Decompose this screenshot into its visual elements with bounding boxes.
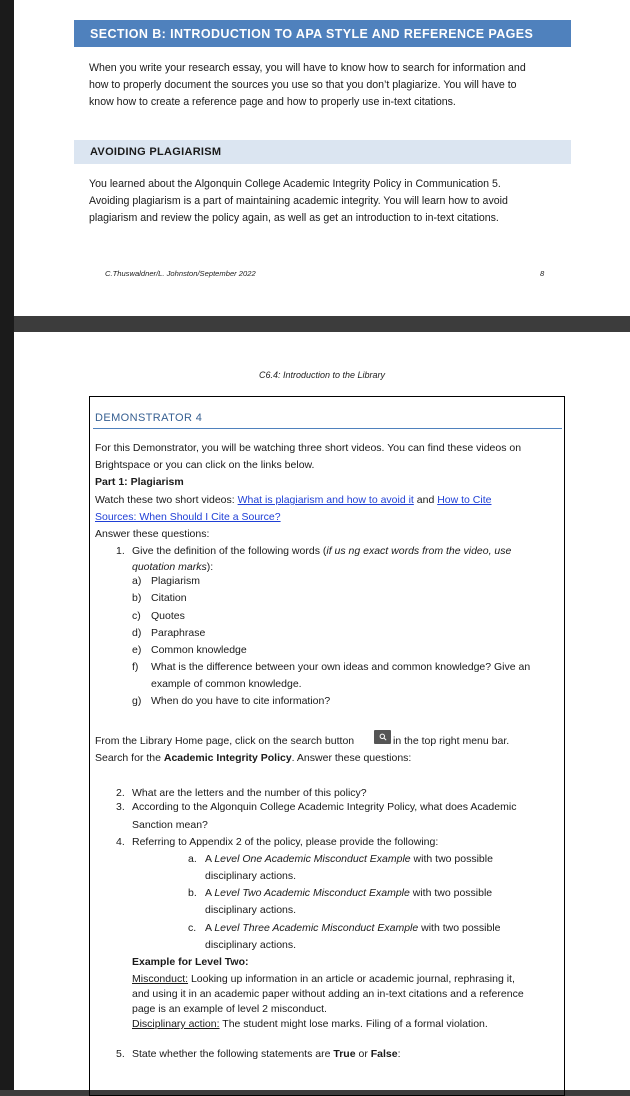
subsection-title: AVOIDING PLAGIARISM [74, 140, 571, 164]
q4-item-cont: disciplinary actions. [205, 870, 297, 882]
answer-these: Answer these questions: [95, 528, 210, 540]
q4-letter: b. [188, 887, 197, 899]
search-line2-suffix: . Answer these questions: [291, 752, 412, 764]
q1-item-cont: example of common knowledge. [151, 678, 302, 690]
q4-post: with two possible [418, 922, 501, 934]
magnifier-icon [379, 733, 387, 741]
q1-letter: e) [132, 644, 142, 656]
example-title: Example for Level Two: [132, 956, 249, 968]
policy-name: Academic Integrity Policy [163, 752, 292, 764]
intro-line: Brightspace or you can click on the links below. [95, 459, 315, 471]
intro-line: For this Demonstrator, you will be watching three short videos. You can find these videos on [95, 442, 522, 454]
q1-letter: b) [132, 592, 142, 604]
disciplinary-label: Disciplinary action: [132, 1018, 220, 1030]
footer-author: C.Thuswaldner/L. Johnston/September 2022 [105, 269, 256, 278]
search-line [95, 733, 354, 750]
q5-true: True [333, 1048, 356, 1060]
misconduct-line-3: page is an example of level 2 misconduct. [132, 1003, 327, 1015]
search-line2-prefix: Search for the [95, 752, 164, 764]
q1-suffix: ): [206, 561, 214, 573]
q5-false: False [370, 1048, 398, 1060]
q4-italic: Level Three Academic Misconduct Example [214, 922, 419, 934]
q4-post: with two possible [410, 853, 493, 865]
search-button-icon [374, 730, 391, 744]
q3-number: 3. [116, 801, 125, 813]
q1-item: What is the difference between your own ideas and common knowledge? Give an [151, 661, 531, 673]
search-prefix: From the Library Home page, click on the search button [95, 735, 355, 747]
q1-letter: f) [132, 661, 139, 673]
q4-number: 4. [116, 836, 125, 848]
q5-number: 5. [116, 1048, 125, 1060]
q3-text: According to the Algonquin College Academic Integrity Policy, what does Academic [132, 801, 517, 813]
watch-line [95, 492, 491, 509]
q5-suffix: : [397, 1048, 401, 1060]
q1-text [132, 543, 511, 560]
q5-text [132, 1046, 401, 1063]
misconduct-label: Misconduct: [132, 973, 189, 985]
q2-number: 2. [116, 787, 125, 799]
search-suffix: in the top right menu bar. [393, 735, 510, 747]
section-title: SECTION B: INTRODUCTION TO APA STYLE AND REFERENCE PAGES [74, 20, 571, 47]
plagiarism-line: plagiarism and review the policy again, as well as get an introduction to in-text citations. [89, 212, 499, 224]
intro-line: how to properly document the sources you use so that you don’t plagiarize. You will have to [89, 79, 517, 91]
intro-line: know how to create a reference page and how to properly use in-text citations. [89, 96, 456, 108]
q2-text: What are the letters and the number of this policy? [132, 787, 367, 799]
viewer-left-edge [0, 0, 14, 1090]
q4-item [205, 851, 493, 868]
q1-item: Quotes [151, 610, 185, 622]
part1-title: Part 1: Plagiarism [95, 476, 184, 488]
link-how-to-cite-cont[interactable]: Sources: When Should I Cite a Source? [95, 511, 281, 523]
disciplinary-text: The student might lose marks. Filing of a formal violation. [219, 1018, 488, 1030]
link-what-is-plagiarism[interactable]: What is plagiarism and how to avoid it [237, 494, 414, 506]
misconduct-text: Looking up information in an article or academic journal, rephrasing it, [188, 973, 515, 985]
q1-letter: d) [132, 627, 142, 639]
link-how-to-cite[interactable]: How to Cite [437, 494, 492, 506]
watch-prefix: Watch these two short videos: [95, 494, 238, 506]
q1-item: When do you have to cite information? [151, 695, 331, 707]
q1-letter: a) [132, 575, 142, 587]
page-header: C6.4: Introduction to the Library [258, 370, 386, 380]
q1-item: Plagiarism [151, 575, 201, 587]
disciplinary-line [132, 1016, 488, 1033]
intro-paragraph [89, 60, 567, 111]
q1-item: Common knowledge [151, 644, 247, 656]
q4-item [205, 885, 492, 902]
search-line-2 [95, 750, 411, 767]
q1-item: Paraphrase [151, 627, 206, 639]
q1-letter: g) [132, 695, 142, 707]
q5-or: or [355, 1048, 371, 1060]
q4-item-cont: disciplinary actions. [205, 904, 297, 916]
demonstrator-title: DEMONSTRATOR 4 [95, 412, 203, 424]
q4-item-cont: disciplinary actions. [205, 939, 297, 951]
q4-pre: A [205, 887, 215, 899]
q4-letter: a. [188, 853, 197, 865]
title-underline [93, 428, 562, 429]
misconduct-line-2: and using it in an academic paper without adding an in-text citations and a reference [132, 988, 524, 1000]
q4-text: Referring to Appendix 2 of the policy, please provide the following: [132, 836, 439, 848]
q1-letter: c) [132, 610, 141, 622]
q4-italic: Level One Academic Misconduct Example [214, 853, 411, 865]
q1-italic: if us ng exact words from the video, use [326, 545, 512, 557]
q4-item [205, 920, 501, 937]
watch-line-2 [95, 509, 281, 526]
footer-page-number: 8 [540, 269, 545, 278]
intro-line: When you write your research essay, you will have to know how to search for information and [89, 62, 526, 74]
q4-post: with two possible [409, 887, 493, 899]
q1-item: Citation [151, 592, 187, 604]
watch-and: and [413, 494, 438, 506]
q3-text-2: Sanction mean? [132, 819, 208, 831]
plagiarism-paragraph [89, 176, 567, 227]
q5-prefix: State whether the following statements are [132, 1048, 334, 1060]
plagiarism-line: You learned about the Algonquin College Academic Integrity Policy in Communication 5. [89, 178, 501, 190]
q4-letter: c. [188, 922, 197, 934]
q4-pre: A [205, 853, 215, 865]
plagiarism-line: Avoiding plagiarism is a part of maintaining academic integrity. You will learn how to avoid [89, 195, 508, 207]
q1-italic-2: quotation marks [132, 561, 207, 573]
q4-italic: Level Two Academic Misconduct Example [214, 887, 410, 899]
q1-number: 1. [116, 545, 125, 557]
q1-prefix: Give the definition of the following words ( [132, 545, 327, 557]
q4-pre: A [205, 922, 215, 934]
